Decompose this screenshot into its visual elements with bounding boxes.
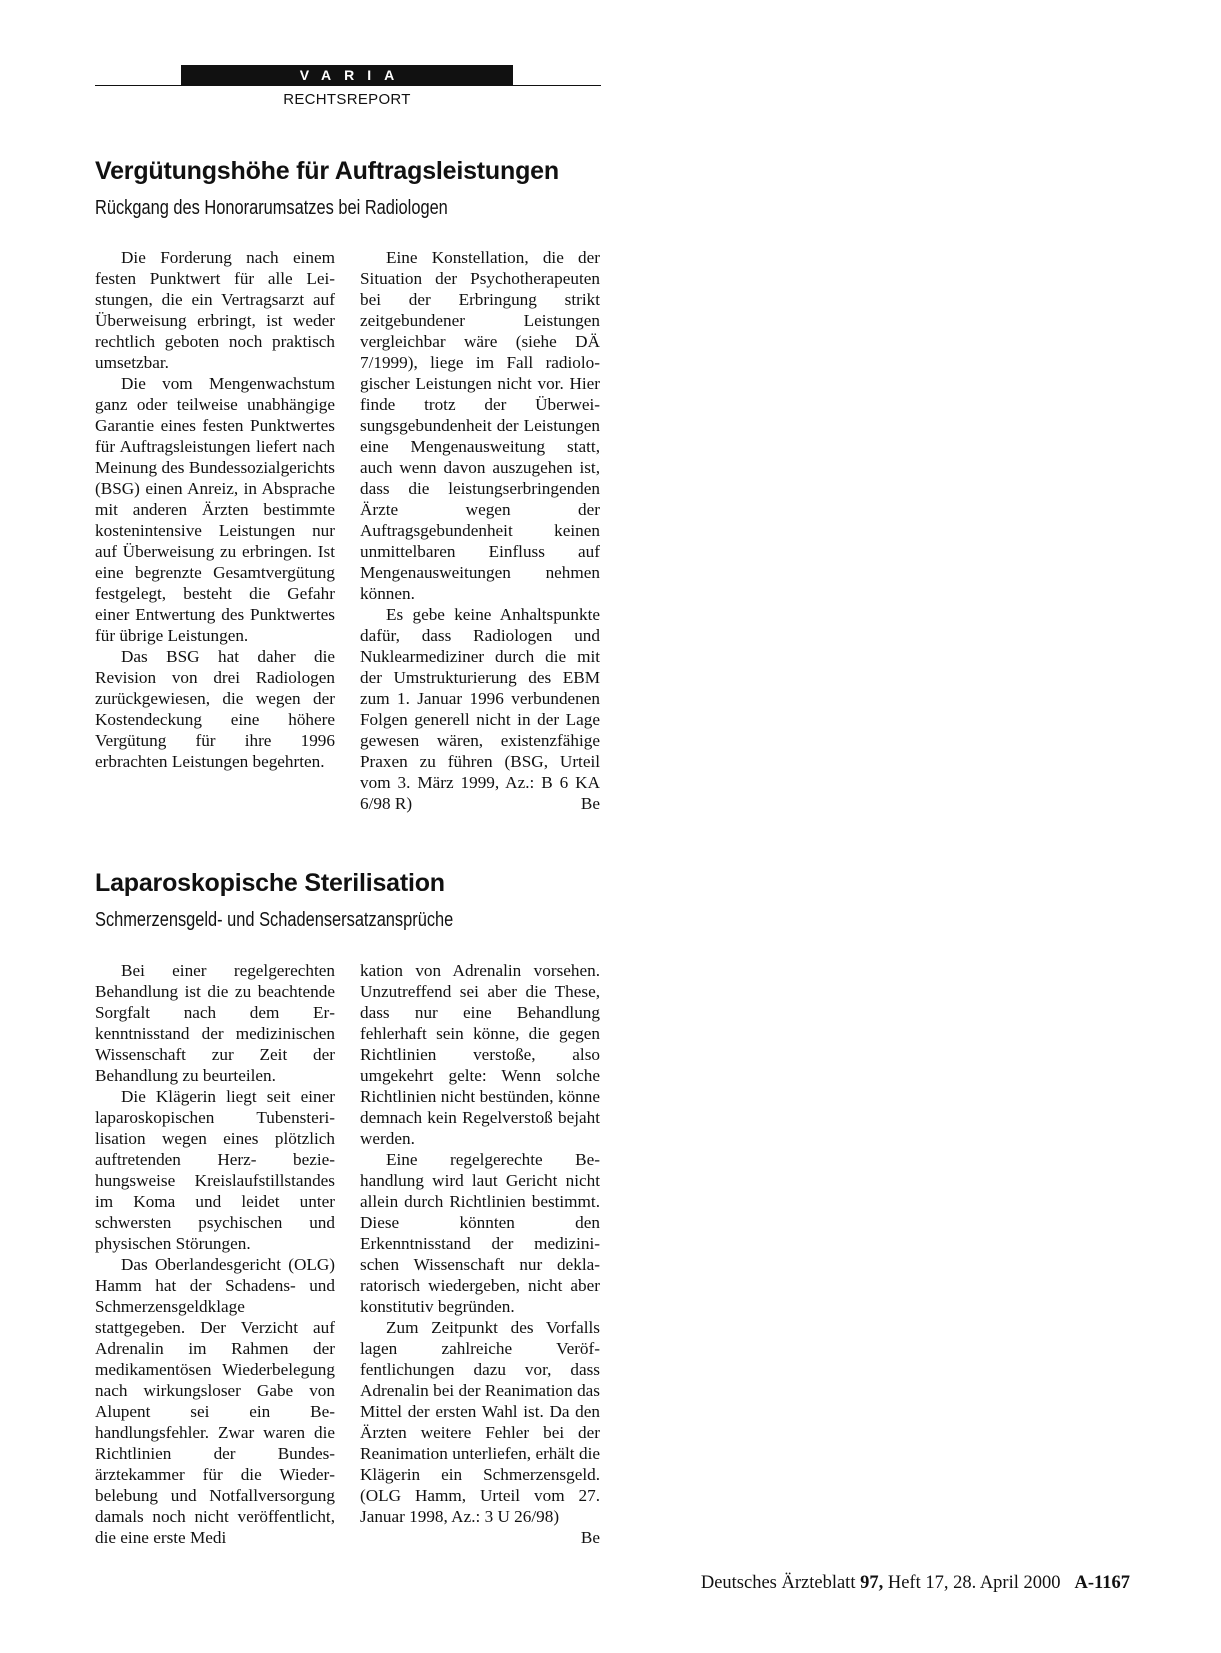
author-signature: Be [580,794,600,813]
journal-name: Deutsches Ärzteblatt [700,1573,856,1593]
page-number: A-1167 [1074,1573,1130,1593]
paragraph [360,604,600,814]
article-1-subtitle: Rückgang des Honorarumsatzes bei Radiologen [95,197,448,219]
section-label: VARIA [181,65,513,85]
article-1-column-2 [360,247,600,814]
article-2-title: Laparoskopische Sterilisation [95,869,445,897]
page-footer [620,1573,1130,1594]
rubric-label: RECHTSREPORT [283,91,411,108]
journal-volume: 97, [860,1573,884,1593]
paragraph: kation von Adrenalin vorsehen. Unzutreffend sei aber die These, dass nur eine Behandlung fehlerhaft sein könne, die gegen Richtlinien verstoße, also umgekehrt gelte: Wenn solche Richtlinien nicht bestünden, könne demnach kein Regelverstoß bejaht werden. [360,961,600,1148]
paragraph [360,1317,600,1547]
journal-issue: Heft 17, 28. April 2000 [887,1573,1061,1593]
paragraph-text: Es gebe keine Anhaltspunkte dafür, dass Radiologen und Nuklearmediziner durch die mit der Umstrukturierung des EBM zum 1. Januar 1996 verbundenen Folgen generell nicht in der Lage gewesen wären, existenzfähige Praxen zu führen (BSG, Urteil vom 3. März 1999, Az.: B 6 KA 6/98 R) [360,605,600,813]
paragraph: Die Forderung nach einem festen Punktwert für alle Leistungen, die ein Vertragsarzt auf Überweisung erbringt, ist weder rechtlich geboten noch praktisch umsetzbar. [95,248,335,372]
article-2-column-2 [360,960,600,1548]
author-signature: Be [580,1528,600,1547]
article-1-column-1 [95,247,335,772]
paragraph-text: Zum Zeitpunkt des Vorfalls lagen zahlreiche Veröffentlichungen dazu vor, dass Adrenalin bei der Reanimation das Mittel der ersten Wahl ist. Da den Ärzten weitere Fehler bei der Reanimation unterliefen, erhält die Klägerin ein Schmerzensgeld. (OLG Hamm, Urteil vom 27. Januar 1998, Az.: 3 U 26/98) [360,1318,600,1526]
article-2-subtitle: Schmerzensgeld- und Schadensersatzansprüche [95,909,454,931]
article-2-column-1 [95,960,335,1548]
paragraph: Bei einer regelgerechten Behandlung ist die zu beachtende Sorgfalt nach dem Erkenntnisstand der medizinischen Wissenschaft zur Zeit der Behandlung zu beurteilen. [95,961,335,1085]
paragraph: Eine regelgerechte Behandlung wird laut Gericht nicht allein durch Richtlinien bestimmt. Diese könnten den Erkenntnisstand der medizinischen Wissenschaft nur deklaratorisch wiedergeben, nicht aber konstitutiv begründen. [360,1150,600,1316]
header-rule [95,85,601,86]
paragraph: Das BSG hat daher die Revision von drei Radiologen zurückgewiesen, die wegen der Kostendeckung eine höhere Vergütung für ihre 1996 erbrachten Leistungen begehrten. [95,647,335,771]
paragraph: Eine Konstellation, die der Situation der Psychotherapeuten bei der Erbringung strikt zeitgebundener Leistungen vergleichbar wäre (siehe DÄ 7/1999), liege im Fall radiologischer Leistungen nicht vor. Hier finde trotz der Überweisungsgebundenheit der Leistungen eine Mengenausweitung statt, auch wenn davon auszugehen ist, dass die leistungserbringenden Ärzte wegen der Auftragsgebundenheit keinen unmittelbaren Einfluss auf Mengenausweitungen nehmen können. [360,248,600,603]
paragraph: Die vom Mengenwachstum ganz oder teilweise unabhängige Garantie eines festen Punktwertes für Auftragsleistungen liefert nach Meinung des Bundessozialgerichts (BSG) einen Anreiz, in Absprache mit anderen Ärzten bestimmte kostenintensive Leistungen nur auf Überweisung zu erbringen. Ist eine begrenzte Gesamtvergütung festgelegt, besteht die Gefahr einer Entwertung des Punktwertes für übrige Leistungen. [95,374,335,645]
paragraph: Die Klägerin liegt seit einer laparoskopischen Tubensterilisation wegen eines plötzlich auftretenden Herz- beziehungsweise Kreislaufstillstandes im Koma und leidet unter schwersten psychischen und physischen Störungen. [95,1087,335,1253]
article-1-title: Vergütungshöhe für Auftragsleistungen [95,157,559,185]
paragraph: Das Oberlandesgericht (OLG) Hamm hat der Schadens- und Schmerzensgeldklage stattgegeben. Der Verzicht auf Adrenalin im Rahmen der medikamentösen Wiederbelegung nach wirkungsloser Gabe von Alupent sei ein Behandlungsfehler. Zwar waren die Richtlinien der Bundesärztekammer für die Wiederbelebung und Notfallversorgung damals noch nicht veröffentlicht, die eine erste Medi [95,1255,335,1547]
